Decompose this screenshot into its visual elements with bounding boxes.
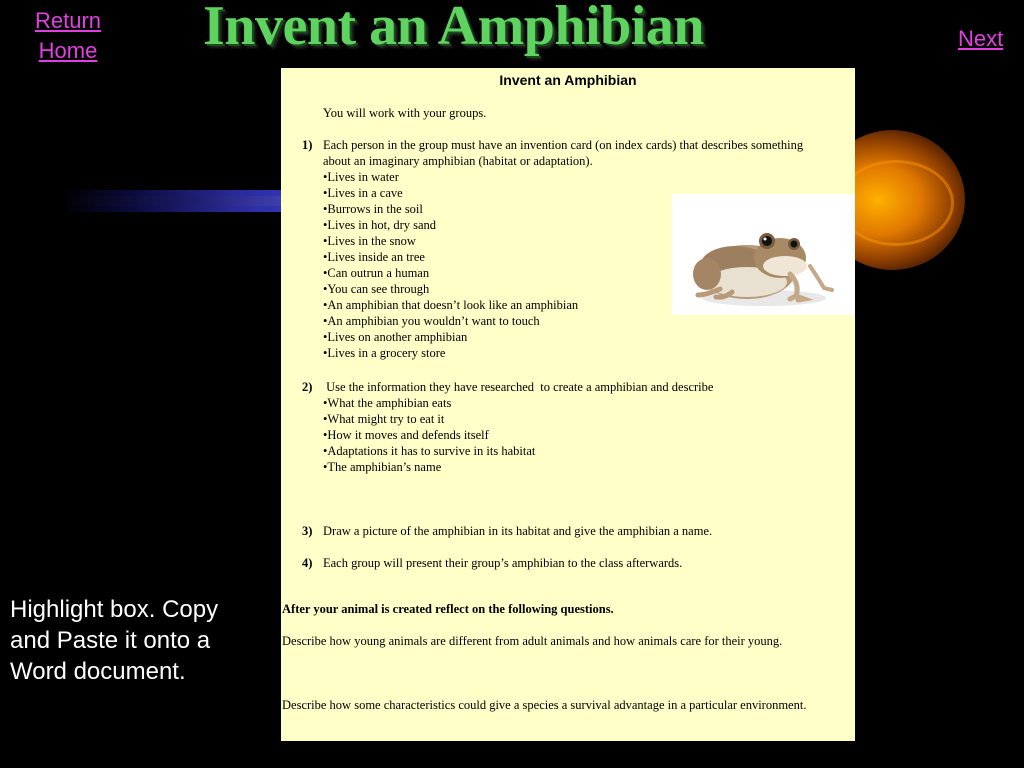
list-item: • Adaptations it has to survive in its habitat	[323, 443, 855, 459]
assignment-intro: You will work with your groups.	[323, 106, 487, 120]
reflect-heading: After your animal is created reflect on the following questions.	[282, 602, 614, 616]
next-link[interactable]: Next	[958, 26, 1004, 51]
step-2	[302, 379, 855, 475]
list-item: • An amphibian that doesn’t look like an amphibian	[323, 297, 855, 313]
page-title: Invent an Amphibian	[203, 0, 704, 57]
list-item: • Lives in a cave	[323, 185, 855, 201]
step-number: 4)	[302, 556, 313, 570]
list-item: • The amphibian’s name	[323, 459, 855, 475]
step-number: 3)	[302, 524, 313, 538]
list-item: • Can outrun a human	[323, 265, 855, 281]
list-item: • How it moves and defends itself	[323, 427, 855, 443]
step-text: Each person in the group must have an invention card (on index cards) that describes something about an imaginary amphibian (habitat or adaptation).	[323, 138, 804, 168]
step-text: Draw a picture of the amphibian in its habitat and give the amphibian a name.	[323, 524, 713, 538]
step-4	[302, 555, 855, 571]
reflect-question-1: Describe how young animals are different from adult animals and how animals care for their young.	[282, 634, 783, 648]
list-item: • Lives on another amphibian	[323, 329, 855, 345]
list-item: • You can see through	[323, 281, 855, 297]
return-home-link[interactable]: Return Home	[34, 8, 102, 63]
list-item: • Lives in a grocery store	[323, 345, 855, 361]
frog-illustration	[672, 194, 855, 315]
instructions-text: Highlight box. Copy and Paste it onto a Word document.	[10, 596, 219, 685]
decorative-glow-ring	[838, 160, 954, 246]
step-3	[302, 523, 855, 539]
describe-bullet-list	[323, 395, 855, 475]
list-item: • Lives inside an tree	[323, 249, 855, 265]
step-number: 1)	[302, 138, 313, 152]
assignment-box[interactable]	[281, 68, 855, 741]
list-item: • Lives in water	[323, 169, 855, 185]
list-item: • Burrows in the soil	[323, 201, 855, 217]
list-item: • Lives in hot, dry sand	[323, 217, 855, 233]
step-text: Use the information they have researched to create a amphibian and describe	[323, 380, 714, 394]
list-item: • What the amphibian eats	[323, 395, 855, 411]
list-item: • Lives in the snow	[323, 233, 855, 249]
step-text: Each group will present their group’s amphibian to the class afterwards.	[323, 556, 683, 570]
frog-photo	[672, 194, 855, 315]
assignment-title: Invent an Amphibian	[499, 72, 637, 88]
list-item: • What might try to eat it	[323, 411, 855, 427]
step-number: 2)	[302, 380, 313, 394]
list-item: • An amphibian you wouldn’t want to touch	[323, 313, 855, 329]
reflect-question-2: Describe how some characteristics could give a species a survival advantage in a particular environment.	[282, 698, 807, 712]
